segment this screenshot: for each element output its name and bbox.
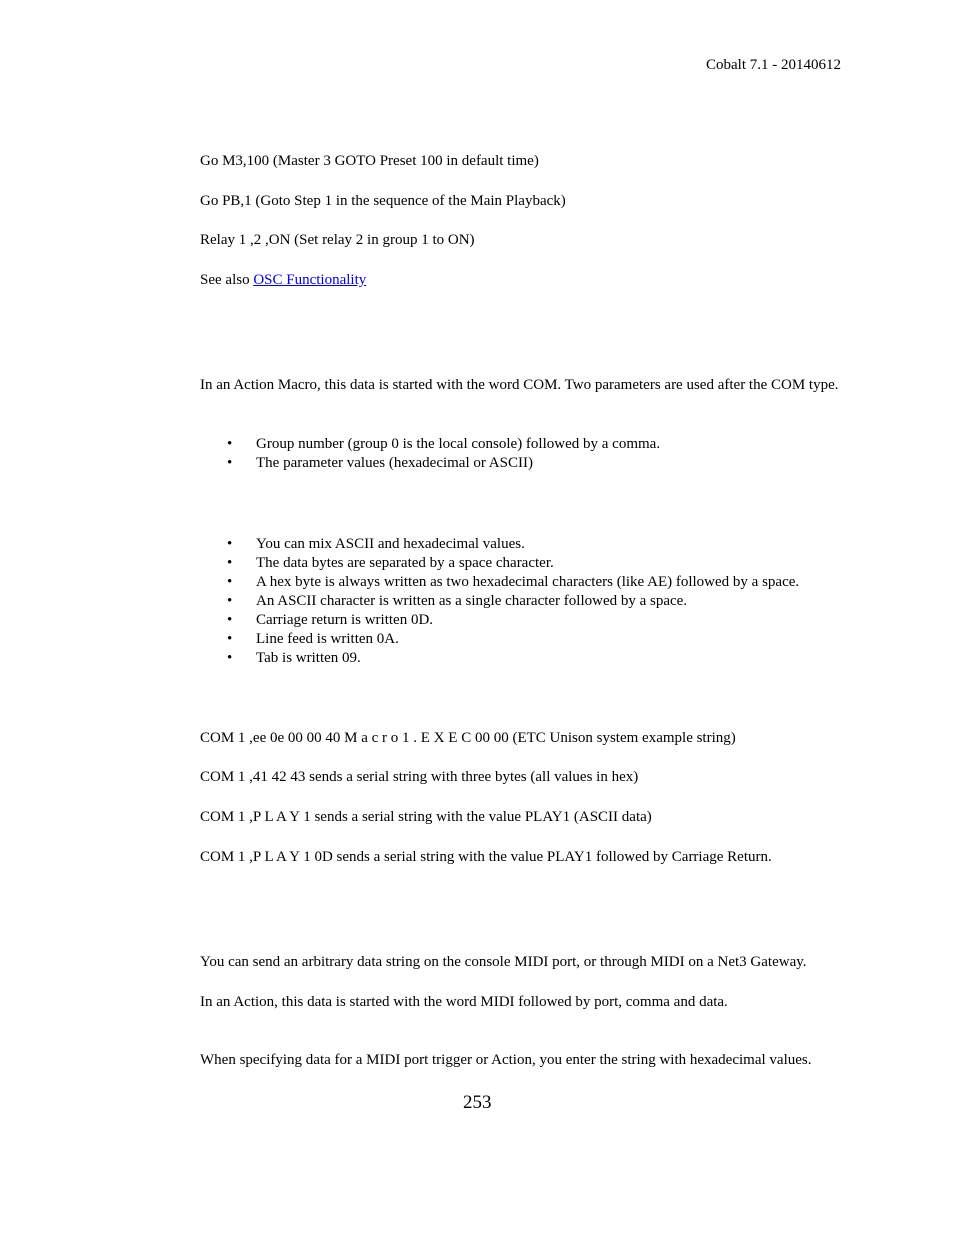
see-also-prefix: See also <box>200 272 254 288</box>
bullet-icon: • <box>227 650 233 666</box>
list-item: • Group number (group 0 is the local console) followed by a comma. <box>227 436 661 452</box>
com-intro-paragraph: In an Action Macro, this data is started with the word COM. Two parameters are used after the COM type. <box>200 377 839 393</box>
bullet-icon: • <box>227 455 233 471</box>
bullet-icon: • <box>227 555 233 571</box>
com-example-carriage-return: COM 1 ,P L A Y 1 0D sends a serial string with the value PLAY1 followed by Carriage Return. <box>200 849 772 865</box>
bullet-icon: • <box>227 593 233 609</box>
com-example-hex: COM 1 ,41 42 43 sends a serial string with three bytes (all values in hex) <box>200 769 639 785</box>
bullet-icon: • <box>227 436 233 452</box>
com-example-etc-unison: COM 1 ,ee 0e 00 00 40 M a c r o 1 . E X E C 00 00 (ETC Unison system example string) <box>200 730 736 746</box>
list-item: • The parameter values (hexadecimal or ASCII) <box>227 455 533 471</box>
midi-paragraph-3: When specifying data for a MIDI port trigger or Action, you enter the string with hexadecimal values. <box>200 1052 812 1068</box>
osc-functionality-link[interactable]: OSC Functionality <box>253 272 367 288</box>
see-also-line <box>200 271 366 290</box>
com-example-ascii: COM 1 ,P L A Y 1 sends a serial string with the value PLAY1 (ASCII data) <box>200 809 652 825</box>
list-item: • The data bytes are separated by a space character. <box>227 555 554 571</box>
bullet-icon: • <box>227 631 233 647</box>
example-relay: Relay 1 ,2 ,ON (Set relay 2 in group 1 to ON) <box>200 232 475 248</box>
list-item: • You can mix ASCII and hexadecimal values. <box>227 536 525 552</box>
com-parameters-list <box>200 435 660 473</box>
midi-paragraph-1: You can send an arbitrary data string on the console MIDI port, or through MIDI on a Net3 Gateway. <box>200 954 807 970</box>
com-rules-list <box>200 535 799 668</box>
example-go-playback: Go PB,1 (Goto Step 1 in the sequence of the Main Playback) <box>200 193 566 209</box>
bullet-icon: • <box>227 574 233 590</box>
list-item: • Line feed is written 0A. <box>227 631 399 647</box>
list-item: • Carriage return is written 0D. <box>227 612 434 628</box>
list-item: • An ASCII character is written as a single character followed by a space. <box>227 593 688 609</box>
bullet-icon: • <box>227 536 233 552</box>
page-number: 253 <box>463 1092 492 1113</box>
list-item: • Tab is written 09. <box>227 650 361 666</box>
midi-paragraph-2: In an Action, this data is started with the word MIDI followed by port, comma and data. <box>200 994 728 1010</box>
list-item: • A hex byte is always written as two hexadecimal characters (like AE) followed by a space. <box>227 574 800 590</box>
page-header-version: Cobalt 7.1 - 20140612 <box>706 57 841 73</box>
example-go-master: Go M3,100 (Master 3 GOTO Preset 100 in default time) <box>200 153 539 169</box>
bullet-icon: • <box>227 612 233 628</box>
